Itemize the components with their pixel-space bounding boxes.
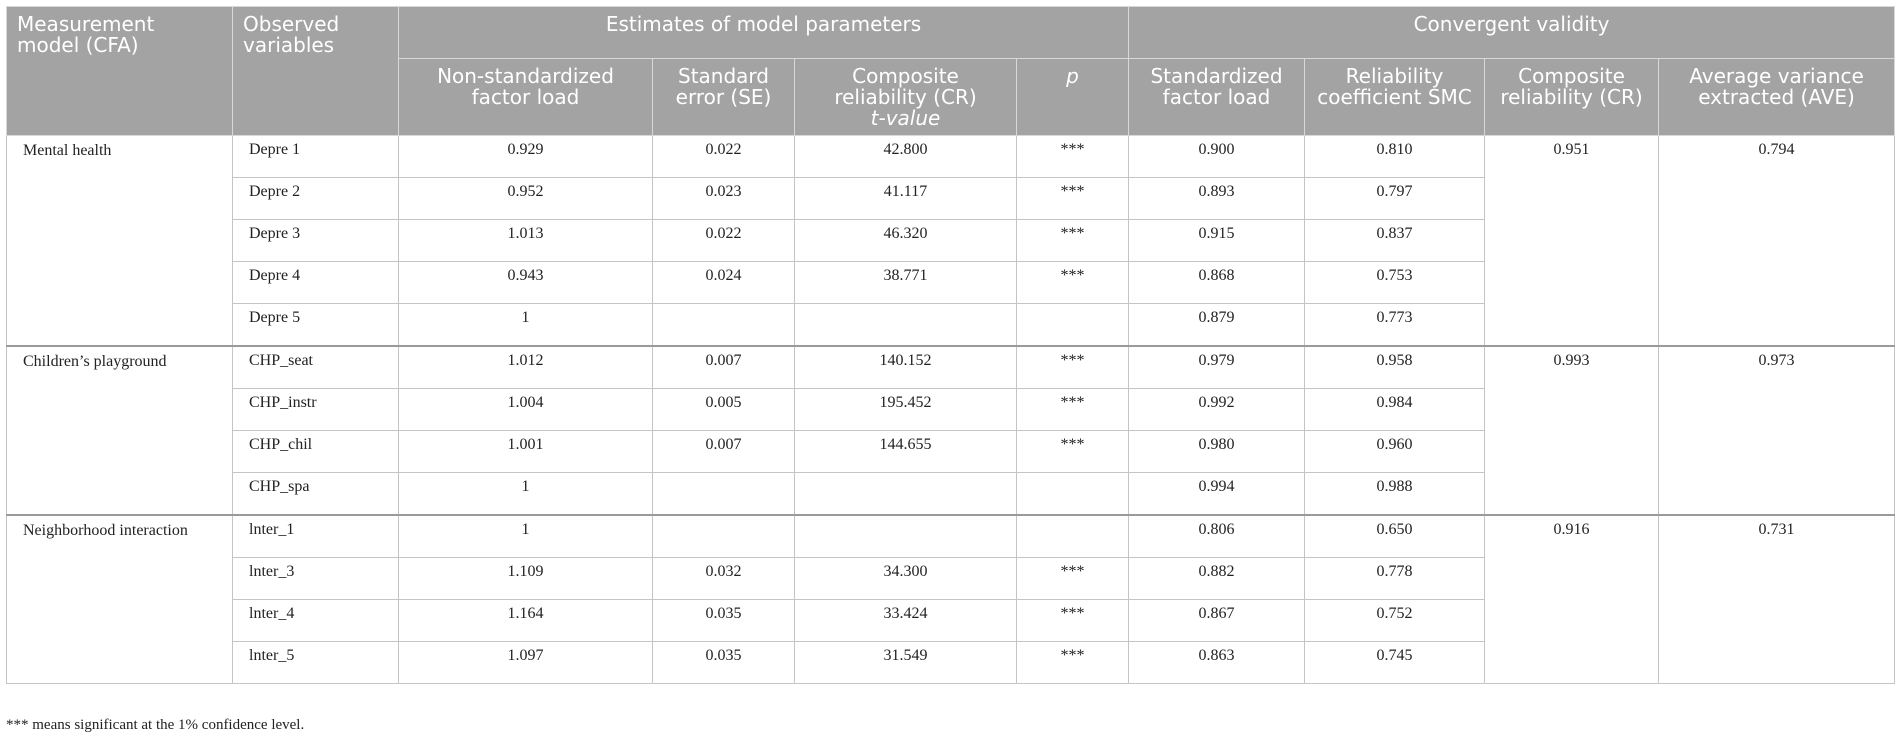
observed-variable: CHP_spa <box>233 473 399 516</box>
observed-variable: lnter_1 <box>233 515 399 558</box>
header-std-factor-load: Standardized factor load <box>1129 59 1305 136</box>
nonstd-factor-load-value: 0.952 <box>399 178 653 220</box>
cfa-table-container <box>6 6 1894 684</box>
std-factor-load-value: 0.882 <box>1129 558 1305 600</box>
standard-error-value: 0.032 <box>653 558 795 600</box>
cfa-results-table <box>6 6 1895 684</box>
smc-value: 0.837 <box>1305 220 1485 262</box>
composite-reliability-value: 0.916 <box>1485 515 1659 684</box>
nonstd-factor-load-value: 1.012 <box>399 346 653 389</box>
table-footnote: *** means significant at the 1% confidence level. <box>6 717 305 733</box>
p-significance-value: *** <box>1017 346 1129 389</box>
header-observed-variables: Observed variables <box>233 7 399 136</box>
nonstd-factor-load-value: 0.943 <box>399 262 653 304</box>
header-cr-t-value <box>795 59 1017 136</box>
header-measurement-model: Measurement model (CFA) <box>7 7 233 136</box>
standard-error-value <box>653 304 795 347</box>
smc-value: 0.984 <box>1305 389 1485 431</box>
table-row <box>7 136 1895 178</box>
smc-value: 0.753 <box>1305 262 1485 304</box>
composite-reliability-value: 0.993 <box>1485 346 1659 515</box>
header-cr-t-line1: Composite reliability (CR) <box>834 64 977 109</box>
standard-error-value: 0.022 <box>653 220 795 262</box>
header-smc: Reliability coefficient SMC <box>1305 59 1485 136</box>
std-factor-load-value: 0.992 <box>1129 389 1305 431</box>
construct-name: Mental health <box>7 136 233 347</box>
standard-error-value: 0.007 <box>653 431 795 473</box>
p-significance-value: *** <box>1017 642 1129 684</box>
observed-variable: Depre 5 <box>233 304 399 347</box>
p-significance-value <box>1017 515 1129 558</box>
p-significance-value: *** <box>1017 220 1129 262</box>
standard-error-value: 0.007 <box>653 346 795 389</box>
smc-value: 0.650 <box>1305 515 1485 558</box>
cr-t-value: 42.800 <box>795 136 1017 178</box>
header-cr-t-line2: t-value <box>870 106 941 130</box>
std-factor-load-value: 0.863 <box>1129 642 1305 684</box>
header-estimates-group: Estimates of model parameters <box>399 7 1129 59</box>
standard-error-value: 0.005 <box>653 389 795 431</box>
cr-t-value <box>795 473 1017 516</box>
smc-value: 0.810 <box>1305 136 1485 178</box>
header-composite-reliability: Composite reliability (CR) <box>1485 59 1659 136</box>
standard-error-value: 0.024 <box>653 262 795 304</box>
table-row <box>7 515 1895 558</box>
smc-value: 0.960 <box>1305 431 1485 473</box>
observed-variable: Depre 4 <box>233 262 399 304</box>
std-factor-load-value: 0.994 <box>1129 473 1305 516</box>
cr-t-value: 38.771 <box>795 262 1017 304</box>
p-significance-value: *** <box>1017 389 1129 431</box>
observed-variable: lnter_5 <box>233 642 399 684</box>
standard-error-value: 0.023 <box>653 178 795 220</box>
table-body <box>7 136 1895 684</box>
p-significance-value: *** <box>1017 178 1129 220</box>
nonstd-factor-load-value: 1.004 <box>399 389 653 431</box>
standard-error-value: 0.035 <box>653 642 795 684</box>
smc-value: 0.958 <box>1305 346 1485 389</box>
observed-variable: Depre 3 <box>233 220 399 262</box>
observed-variable: lnter_3 <box>233 558 399 600</box>
smc-value: 0.752 <box>1305 600 1485 642</box>
cr-t-value <box>795 515 1017 558</box>
observed-variable: lnter_4 <box>233 600 399 642</box>
std-factor-load-value: 0.867 <box>1129 600 1305 642</box>
cr-t-value: 144.655 <box>795 431 1017 473</box>
header-p <box>1017 59 1129 136</box>
observed-variable: CHP_seat <box>233 346 399 389</box>
p-significance-value <box>1017 473 1129 516</box>
observed-variable: Depre 2 <box>233 178 399 220</box>
std-factor-load-value: 0.979 <box>1129 346 1305 389</box>
header-p-label: p <box>1066 64 1079 88</box>
cr-t-value: 195.452 <box>795 389 1017 431</box>
std-factor-load-value: 0.868 <box>1129 262 1305 304</box>
nonstd-factor-load-value: 1 <box>399 473 653 516</box>
header-ave: Average variance extracted (AVE) <box>1659 59 1895 136</box>
smc-value: 0.745 <box>1305 642 1485 684</box>
cr-t-value: 33.424 <box>795 600 1017 642</box>
observed-variable: CHP_chil <box>233 431 399 473</box>
observed-variable: CHP_instr <box>233 389 399 431</box>
nonstd-factor-load-value: 1.109 <box>399 558 653 600</box>
p-significance-value: *** <box>1017 600 1129 642</box>
std-factor-load-value: 0.980 <box>1129 431 1305 473</box>
cr-t-value <box>795 304 1017 347</box>
cr-t-value: 34.300 <box>795 558 1017 600</box>
cr-t-value: 140.152 <box>795 346 1017 389</box>
standard-error-value <box>653 515 795 558</box>
table-header <box>7 7 1895 136</box>
p-significance-value: *** <box>1017 136 1129 178</box>
cr-t-value: 31.549 <box>795 642 1017 684</box>
standard-error-value: 0.035 <box>653 600 795 642</box>
construct-name: Children’s playground <box>7 346 233 515</box>
nonstd-factor-load-value: 1.164 <box>399 600 653 642</box>
smc-value: 0.773 <box>1305 304 1485 347</box>
p-significance-value <box>1017 304 1129 347</box>
std-factor-load-value: 0.915 <box>1129 220 1305 262</box>
observed-variable: Depre 1 <box>233 136 399 178</box>
header-standard-error: Standard error (SE) <box>653 59 795 136</box>
nonstd-factor-load-value: 1 <box>399 515 653 558</box>
cr-t-value: 46.320 <box>795 220 1017 262</box>
smc-value: 0.797 <box>1305 178 1485 220</box>
nonstd-factor-load-value: 1.013 <box>399 220 653 262</box>
ave-value: 0.731 <box>1659 515 1895 684</box>
header-convergent-group: Convergent validity <box>1129 7 1895 59</box>
p-significance-value: *** <box>1017 431 1129 473</box>
smc-value: 0.988 <box>1305 473 1485 516</box>
composite-reliability-value: 0.951 <box>1485 136 1659 347</box>
nonstd-factor-load-value: 1.001 <box>399 431 653 473</box>
ave-value: 0.794 <box>1659 136 1895 347</box>
standard-error-value: 0.022 <box>653 136 795 178</box>
smc-value: 0.778 <box>1305 558 1485 600</box>
standard-error-value <box>653 473 795 516</box>
ave-value: 0.973 <box>1659 346 1895 515</box>
construct-name: Neighborhood interaction <box>7 515 233 684</box>
p-significance-value: *** <box>1017 558 1129 600</box>
table-row <box>7 346 1895 389</box>
nonstd-factor-load-value: 1.097 <box>399 642 653 684</box>
header-nonstd-factor-load: Non-standardized factor load <box>399 59 653 136</box>
nonstd-factor-load-value: 0.929 <box>399 136 653 178</box>
std-factor-load-value: 0.893 <box>1129 178 1305 220</box>
std-factor-load-value: 0.806 <box>1129 515 1305 558</box>
nonstd-factor-load-value: 1 <box>399 304 653 347</box>
std-factor-load-value: 0.900 <box>1129 136 1305 178</box>
cr-t-value: 41.117 <box>795 178 1017 220</box>
p-significance-value: *** <box>1017 262 1129 304</box>
std-factor-load-value: 0.879 <box>1129 304 1305 347</box>
